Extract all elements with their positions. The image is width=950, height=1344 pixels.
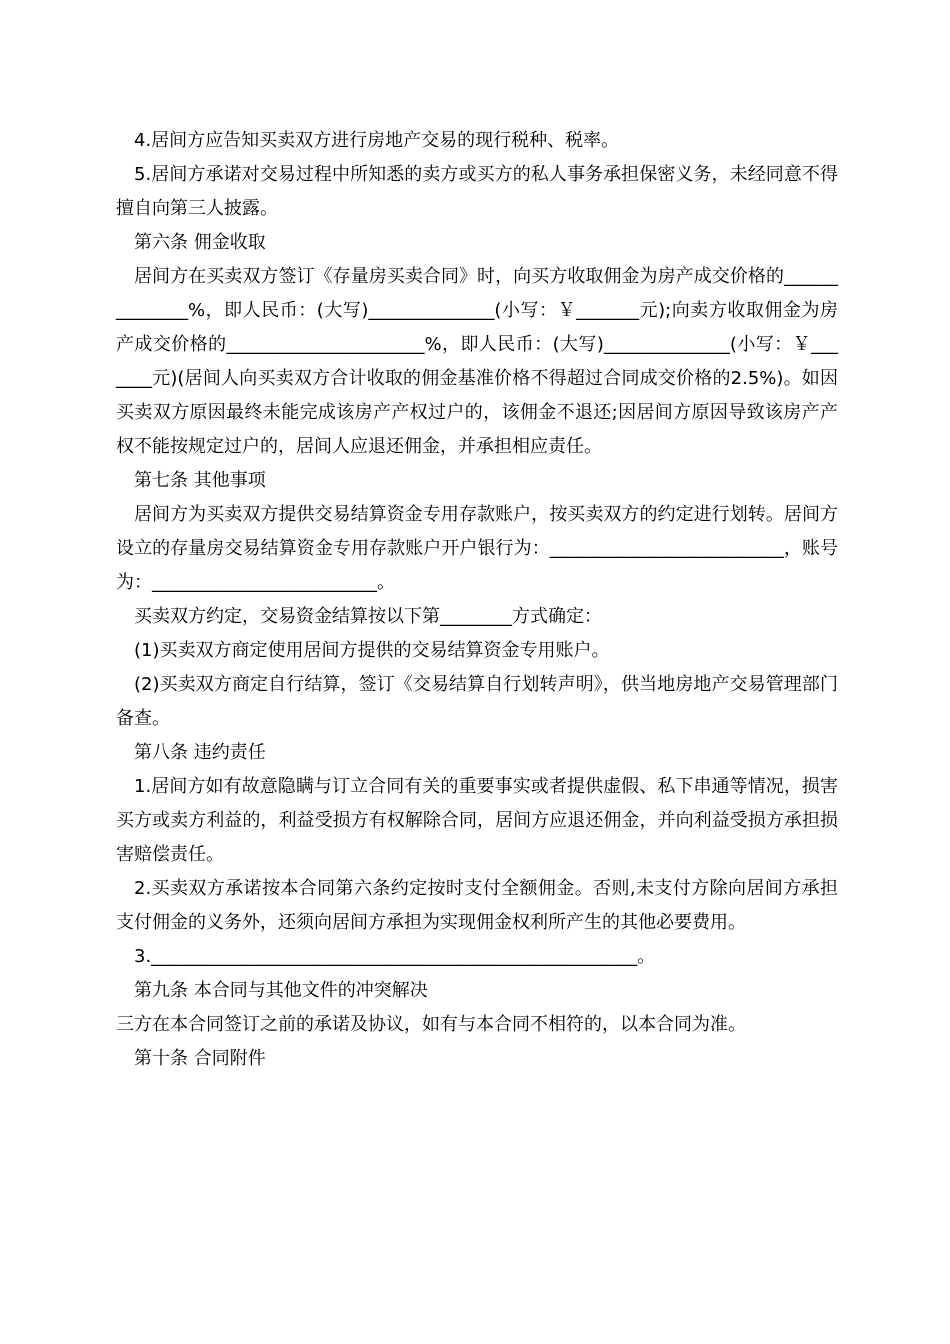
liability-clause-1: 1.居间方如有故意隐瞒与订立合同有关的重要事实或者提供虚假、私下串通等情况，损害买方或卖方利益的，利益受损方有权解除合同，居间方应退还佣金，并向利益受损方承担损害赔偿责任。 <box>116 776 838 865</box>
article-10-heading: 第十条 合同附件 <box>134 1048 266 1069</box>
article-6-heading: 第六条 佣金收取 <box>134 232 266 253</box>
settlement-option-1: (1)买卖双方商定使用居间方提供的交易结算资金专用账户。 <box>134 640 610 661</box>
document-page <box>116 124 838 1076</box>
settlement-option-2: (2)买卖双方商定自行结算，签订《交易结算自行划转声明》，供当地房地产交易管理部门备查。 <box>116 674 838 729</box>
settlement-method-paragraph: 买卖双方约定，交易资金结算按以下第________方式确定： <box>134 606 602 627</box>
clause-5-5-paragraph: 5.居间方承诺对交易过程中所知悉的卖方或买方的私人事务承担保密义务，未经同意不得擅自向第三人披露。 <box>116 164 838 219</box>
article-8-heading: 第八条 违约责任 <box>134 742 266 763</box>
conflict-resolution-paragraph: 三方在本合同签订之前的承诺及协议，如有与本合同不相符的，以本合同为准。 <box>116 1014 746 1035</box>
commission-paragraph: 居间方在买卖双方签订《存量房买卖合同》时，向买方收取佣金为房产成交价格的______________%，即人民币：(大写)______________(小写：￥_______元);向卖方收取佣金为房产成交价格的______________________%，即人民币：(大写)______________(小写：￥_______元)(居间人向买卖双方合计收取的佣金基准价格不得超过合同成交价格的2.5%)。如因买卖双方原因最终未能完成该房产产权过户的，该佣金不退还;因居间方原因导致该房产产权不能按规定过户的，居间人应退还佣金，并承担相应责任。 <box>116 266 838 457</box>
article-7-heading: 第七条 其他事项 <box>134 470 266 491</box>
liability-clause-2: 2.买卖双方承诺按本合同第六条约定按时支付全额佣金。否则,未支付方除向居间方承担支付佣金的义务外，还须向居间方承担为实现佣金权利所产生的其他必要费用。 <box>116 878 838 933</box>
clause-5-4-paragraph: 4.居间方应告知买卖双方进行房地产交易的现行税种、税率。 <box>134 130 620 151</box>
liability-clause-3: 3.______________________________________________________。 <box>134 946 656 967</box>
article-9-heading: 第九条 本合同与其他文件的冲突解决 <box>134 980 428 1001</box>
settlement-account-paragraph: 居间方为买卖双方提供交易结算资金专用存款账户，按买卖双方的约定进行划转。居间方设立的存量房交易结算资金专用存款账户开户银行为：__________________________，账号为：_________________________。 <box>116 504 838 593</box>
